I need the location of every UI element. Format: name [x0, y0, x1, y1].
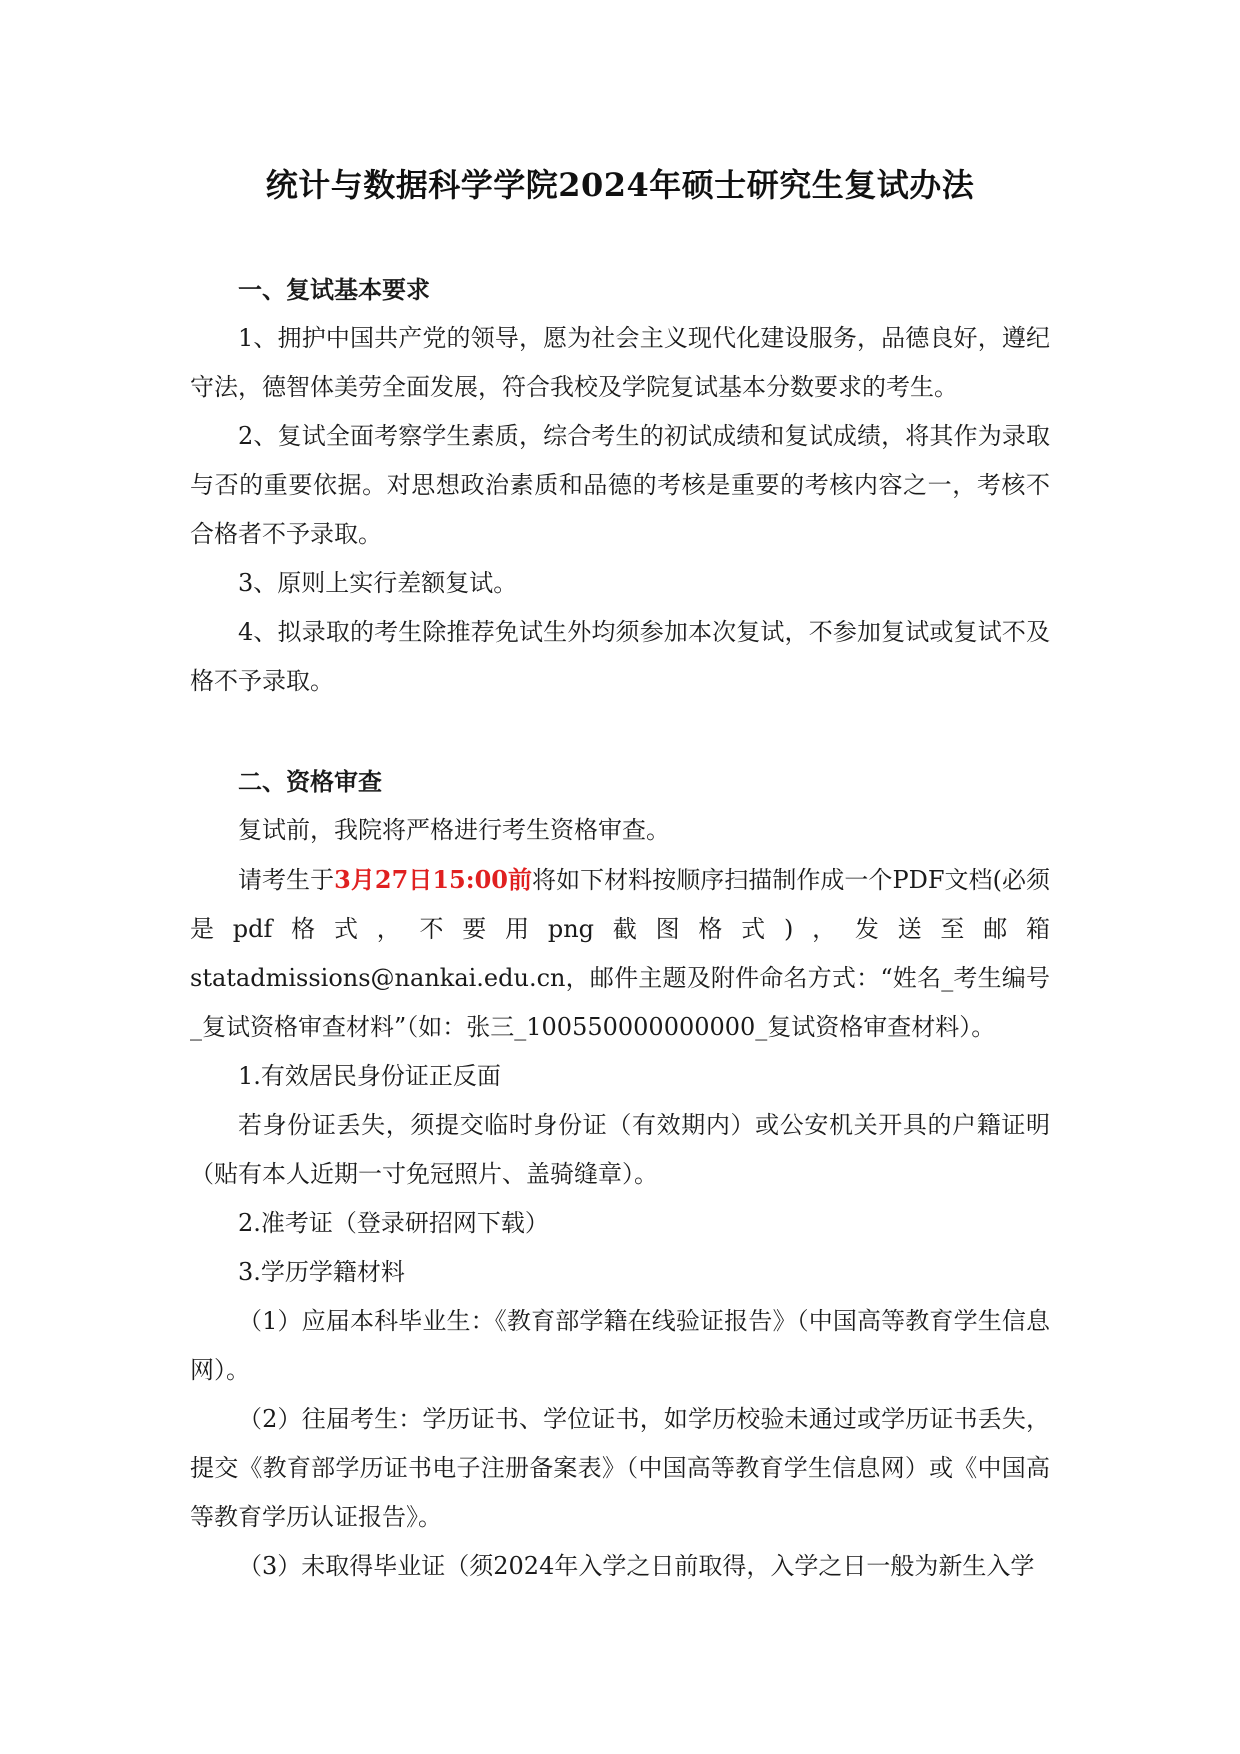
section-heading-requirements: 一、复试基本要求	[238, 275, 430, 304]
requirement-item: 4、拟录取的考生除推荐免试生外均须参加本次复试，不参加复试或复试不及格不予录取。	[190, 618, 1050, 695]
qualification-intro: 复试前，我院将严格进行考生资格审查。	[238, 816, 670, 844]
deadline-highlight: 3月27日15:00前	[334, 865, 533, 894]
section-spacer	[190, 706, 1050, 755]
document-body	[190, 265, 1050, 1591]
page-title: 统计与数据科学学院2024年硕士研究生复试办法	[265, 166, 975, 204]
education-subitem: （3）未取得毕业证（须2024年入学之日前取得，入学之日一般为新生入学	[238, 1552, 1035, 1580]
requirement-item: 3、原则上实行差额复试。	[238, 569, 518, 597]
requirement-item: 1、拥护中国共产党的领导，愿为社会主义现代化建设服务，品德良好，遵纪守法，德智体美劳全面发展，符合我校及学院复试基本分数要求的考生。	[190, 324, 1050, 401]
material-item-admission-ticket: 2.准考证（登录研招网下载）	[238, 1209, 549, 1237]
material-item-id-card: 1.有效居民身份证正反面	[238, 1062, 501, 1090]
education-subitem: （2）往届考生：学历证书、学位证书，如学历校验未通过或学历证书丢失，提交《教育部学历证书电子注册备案表》（中国高等教育学生信息网）或《中国高等教育学历认证报告》。	[190, 1405, 1050, 1531]
submission-instruction	[190, 855, 1050, 1052]
section-heading-qualification: 二、资格审查	[238, 767, 382, 796]
education-subitem: （1）应届本科毕业生：《教育部学籍在线验证报告》（中国高等教育学生信息网）。	[190, 1307, 1050, 1384]
material-item-education: 3.学历学籍材料	[238, 1258, 405, 1286]
instruction-suffix: 将如下材料按顺序扫描制作成一个PDF文档(必须是pdf格式，不要用png截图格式)，发送至邮箱statadmissions@nankai.edu.cn，邮件主题及附件命名方式：“姓名_考生编号_复试资格审查材料”（如：张三_100550000000000_复试资格审查材料）。	[190, 866, 1051, 1041]
instruction-prefix: 请考生于	[238, 866, 335, 894]
requirement-item: 2、复试全面考察学生素质，综合考生的初试成绩和复试成绩，将其作为录取与否的重要依据。对思想政治素质和品德的考核是重要的考核内容之一，考核不合格者不予录取。	[190, 422, 1050, 548]
material-note-id-card: 若身份证丢失，须提交临时身份证（有效期内）或公安机关开具的户籍证明（贴有本人近期一寸免冠照片、盖骑缝章）。	[190, 1111, 1050, 1188]
